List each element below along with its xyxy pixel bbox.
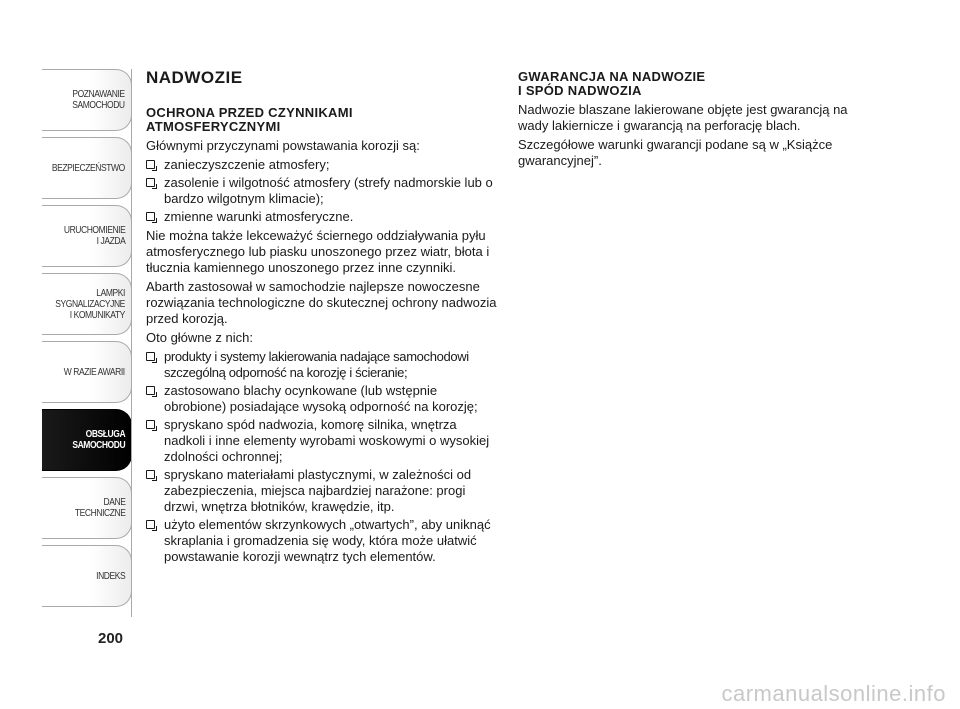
- left-column: [146, 70, 498, 568]
- list-item: spryskano spód nadwozia, komorę silnika, wnętrza nadkoli i inne elementy wyrobami woskowymi o wysokiej zdolności ochronnej;: [146, 417, 498, 465]
- list-item: zmienne warunki atmosferyczne.: [146, 209, 498, 225]
- tab-label: URUCHOMIENIE I JAZDA: [63, 225, 125, 247]
- list-item: zasolenie i wilgotność atmosfery (strefy nadmorskie lub o bardzo wilgotnym klimacie);: [146, 175, 498, 207]
- measures-list: [146, 349, 498, 565]
- tab-label: LAMPKI SYGNALIZACYJNE I KOMUNIKATY: [55, 287, 125, 321]
- causes-intro: Głównymi przyczynami powstawania korozji są:: [146, 138, 420, 153]
- tab-w-razie-awarii[interactable]: [42, 341, 132, 403]
- tab-label: POZNAWANIE SAMOCHODU: [72, 89, 125, 111]
- checkbox-bullet-icon: [146, 160, 155, 169]
- page-number: 200: [98, 630, 124, 647]
- tab-bezpieczenstwo[interactable]: [42, 137, 132, 199]
- tab-indeks[interactable]: [42, 545, 132, 607]
- section-heading-warranty: GWARANCJA NA NADWOZIE I SPÓD NADWOZIA: [518, 69, 706, 98]
- checkbox-bullet-icon: [146, 178, 155, 187]
- tab-poznawanie-samochodu[interactable]: [42, 69, 132, 131]
- checkbox-bullet-icon: [146, 386, 155, 395]
- checkbox-bullet-icon: [146, 520, 155, 529]
- list-item: zastosowano blachy ocynkowane (lub wstępnie obrobione) posiadające wysoką odporność na korozję;: [146, 383, 498, 415]
- list-item: produkty i systemy lakierowania nadające samochodowi szczególną odporność na korozję i ścieranie;: [146, 349, 498, 381]
- tab-label: BEZPIECZEŃSTWO: [52, 162, 125, 174]
- causes-list: [146, 157, 498, 225]
- tab-lampki-sygnalizacyjne[interactable]: [42, 273, 132, 335]
- tab-dane-techniczne[interactable]: [42, 477, 132, 539]
- list-item: użyto elementów skrzynkowych „otwartych”, aby uniknąć skraplania i gromadzenia się wody, która może ułatwić powstawanie korozji wewnątrz tych elementów.: [146, 517, 498, 565]
- paragraph-abarth: Abarth zastosował w samochodzie najlepsze nowoczesne rozwiązania technologiczne do skutecznej ochrony nadwozia przed korozją.: [146, 279, 497, 326]
- list-item: spryskano materiałami plastycznymi, w zależności od zabezpieczenia, miejsca najbardziej narażone: progi drzwi, wnętrza błotników, krawędzie, itp.: [146, 467, 498, 515]
- tab-uruchomienie-i-jazda[interactable]: [42, 205, 132, 267]
- warranty-paragraph-2: Szczegółowe warunki gwarancji podane są w „Książce gwarancyjnej”.: [518, 137, 833, 168]
- measures-intro: Oto główne z nich:: [146, 330, 253, 345]
- tab-label: INDEKS: [95, 570, 125, 582]
- right-column: [518, 70, 870, 172]
- tab-label: OBSŁUGA SAMOCHODU: [72, 429, 125, 451]
- tab-label: DANE TECHNICZNE: [74, 497, 125, 519]
- section-heading-protection: OCHRONA PRZED CZYNNIKAMI ATMOSFERYCZNYMI: [146, 105, 353, 134]
- list-item: zanieczyszczenie atmosfery;: [146, 157, 498, 173]
- tab-label: W RAZIE AWARII: [64, 366, 125, 378]
- page-title: NADWOZIE: [146, 68, 243, 87]
- checkbox-bullet-icon: [146, 212, 155, 221]
- warranty-paragraph-1: Nadwozie blaszane lakierowane objęte jest gwarancją na wady lakiernicze i gwarancją na perforację blach.: [518, 102, 848, 133]
- watermark: carmanualsonline.info: [721, 681, 946, 706]
- checkbox-bullet-icon: [146, 470, 155, 479]
- tab-obsluga-samochodu[interactable]: [42, 409, 132, 471]
- checkbox-bullet-icon: [146, 352, 155, 361]
- checkbox-bullet-icon: [146, 420, 155, 429]
- nav-divider: [131, 69, 132, 617]
- paragraph-abrasive: Nie można także lekceważyć ściernego oddziaływania pyłu atmosferycznego lub piasku unoszonego przez wiatr, błota i tłucznia kamiennego unoszonego przez inne czynniki.: [146, 228, 490, 275]
